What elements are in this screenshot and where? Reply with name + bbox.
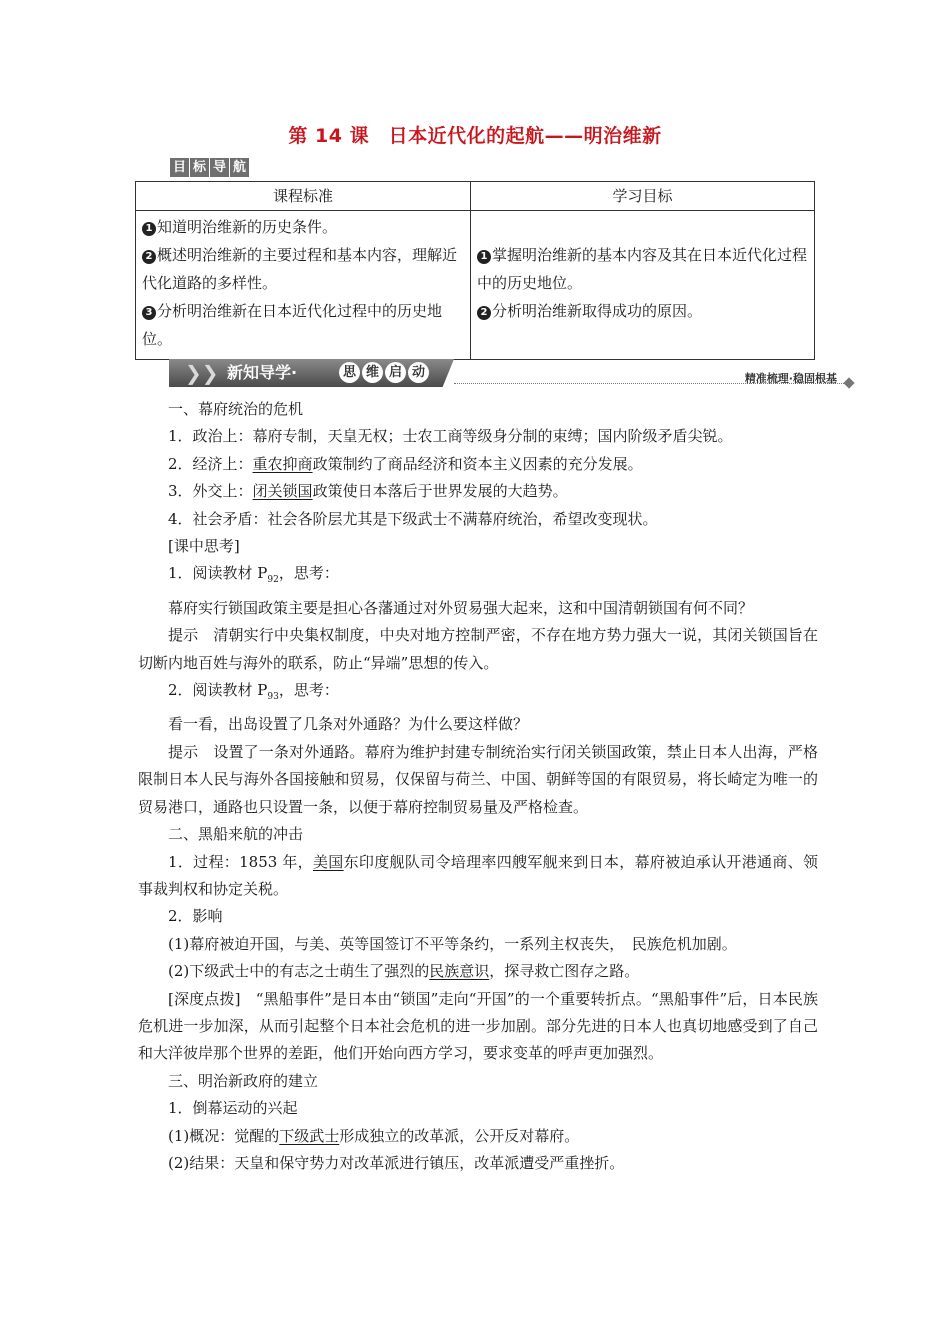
number-badge: 1: [142, 222, 156, 236]
question-heading: 1．阅读教材 $P_{92}$，思考：: [168, 564, 339, 586]
question-text: 幕府实行锁国政策主要是担心各藩通过对外贸易强大起来，这和中国清朝锁国有何不同？: [168, 598, 754, 617]
col-header-standards: 课程标准: [136, 182, 471, 211]
banner-circle-char: 思: [339, 362, 360, 383]
answer-text: 提示 设置了一条对外通路。幕府为维护封建专制统治实行闭关锁国政策，禁止日本人出海，严格限制日本人民与海外各国接触和贸易，仅保留与荷兰、中国、朝鲜等国的有限贸易，将长崎定为唯一的贸易港口，通路也只设置一条，以便于幕府控制贸易量及严格检查。: [138, 742, 818, 816]
paragraph: (2)结果：天皇和保守势力对改革派进行镇压，改革派遭受严重挫折。: [168, 1153, 625, 1172]
key-term: 下级武士: [279, 1126, 340, 1145]
question-text: 看一看，出岛设置了几条对外通路？为什么要这样做？: [168, 715, 529, 734]
diamond-icon: [843, 377, 854, 388]
paragraph: 1．倒幕运动的兴起: [168, 1099, 298, 1118]
lesson-title: 第 14 课 日本近代化的起航——明治维新: [288, 125, 662, 147]
section-heading: 二、黑船来航的冲击: [168, 825, 304, 844]
objectives-cell: [471, 211, 815, 360]
key-term: 重农抑商: [252, 454, 313, 473]
objective-item: 1 掌握明治维新的基本内容及其在日本近代化过程中的历史地位。: [477, 246, 808, 292]
banner-circle-char: 维: [362, 362, 383, 383]
paragraph: 2．经济上：重农抑商政策制约了商品经济和资本主义因素的充分发展。: [168, 454, 643, 473]
number-badge: 3: [142, 306, 156, 320]
paragraph: (1)概况：觉醒的下级武士形成独立的改革派，公开反对幕府。: [168, 1126, 580, 1145]
banner-subtitle: 精准梳理·稳固根基: [744, 372, 837, 385]
double-chevron-icon: ❯❯: [185, 361, 219, 385]
number-badge: 1: [477, 250, 491, 264]
key-term: 民族意识: [429, 962, 490, 981]
think-label: [课中思考]: [168, 537, 240, 556]
deep-insight: [深度点拨] “黑船事件”是日本由“锁国”走向“开国”的一个重要转折点。“黑船事件”后，日本民族危机进一步加深，从而引起整个日本社会危机的进一步加剧。部分先进的日本人也真切地感受到了自己和大洋彼岸那个世界的差距，他们开始向西方学习，要求变革的呼声更加强烈。: [138, 989, 818, 1063]
banner-circle-char: 启: [385, 362, 406, 383]
section-heading: 一、幕府统治的危机: [168, 400, 304, 418]
badge-char: 标: [190, 158, 209, 177]
standard-item: 2 概述明治维新的主要过程和基本内容，理解近代化道路的多样性。: [142, 246, 458, 292]
badge-char: 航: [230, 158, 249, 177]
key-term: 美国: [312, 852, 344, 871]
question-heading: 2．阅读教材 $P_{93}$，思考：: [168, 681, 339, 703]
standards-cell: [136, 211, 471, 360]
col-header-objectives: 学习目标: [471, 182, 815, 211]
banner-title: 新知导学·: [227, 363, 298, 382]
lesson-content: [138, 396, 818, 1177]
answer-text: 提示 清朝实行中央集权制度，中央对地方控制严密，不存在地方势力强大一说，其闭关锁国旨在切断内地百姓与海外的联系，防止“异端”思想的传入。: [138, 626, 818, 672]
section-heading: 三、明治新政府的建立: [168, 1071, 319, 1090]
number-badge: 2: [477, 306, 491, 320]
section-banner: [169, 359, 869, 389]
paragraph: 4．社会矛盾：社会各阶层尤其是下级武士不满幕府统治，希望改变现状。: [168, 509, 658, 528]
badge-char: 目: [170, 158, 189, 177]
paragraph: (1)幕府被迫开国，与美、英等国签订不平等条约，一系列主权丧失， 民族危机加剧。: [168, 934, 737, 953]
standard-item: 3 分析明治维新在日本近代化过程中的历史地位。: [142, 302, 443, 348]
paragraph: 1．政治上：幕府专制，天皇无权；士农工商等级身分制的束缚；国内阶级矛盾尖锐。: [168, 427, 733, 446]
paragraph: (2)下级武士中的有志之士萌生了强烈的民族意识，探寻救亡图存之路。: [168, 962, 640, 981]
paragraph: 3．外交上：闭关锁国政策使日本落后于世界发展的大趋势。: [168, 482, 568, 501]
key-term: 闭关锁国: [252, 482, 313, 501]
banner-circle-char: 动: [408, 362, 429, 383]
number-badge: 2: [142, 250, 156, 264]
paragraph: 2．影响: [168, 907, 223, 926]
badge-char: 导: [210, 158, 229, 177]
goal-nav-badge: [170, 158, 249, 177]
objective-item: 2 分析明治维新取得成功的原因。: [477, 297, 808, 325]
standard-item: 1 知道明治维新的历史条件。: [142, 213, 464, 241]
paragraph: 1．过程：1853 年，美国东印度舰队司令培理率四艘军舰来到日本，幕府被迫承认开港通商、领事裁判权和协定关税。: [138, 852, 818, 898]
goals-table: [135, 181, 815, 360]
banner-circle-group: [339, 362, 429, 383]
